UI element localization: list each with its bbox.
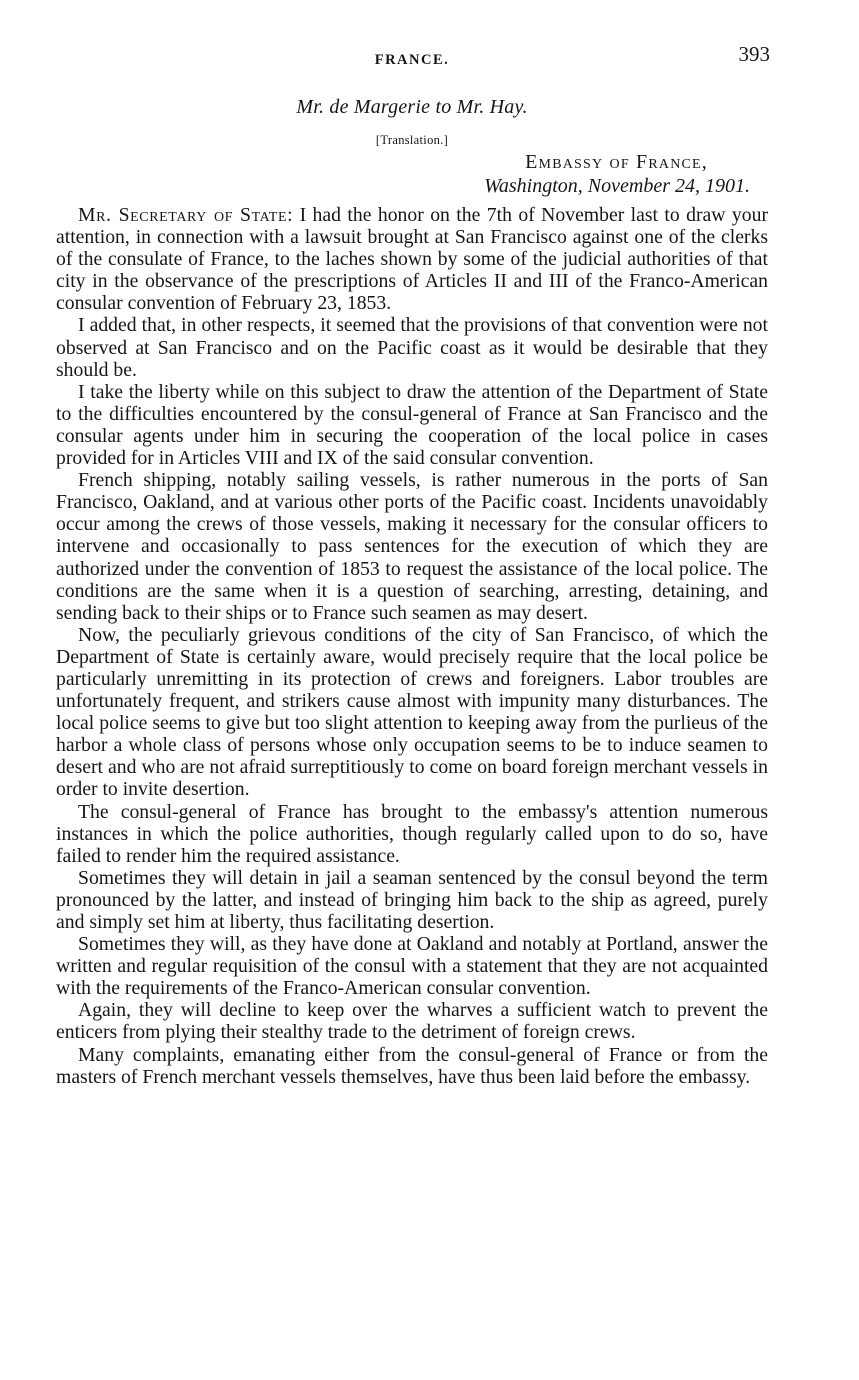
paragraph-5: Now, the peculiarly grievous conditions of the city of San Francisco, of which the Department of State is certainly aware, would precisely require that the local police be particularly unremitting in its protection of crews and foreigners. Labor troubles are unfortunately frequent, and strikers cause almost with impunity many disturbances. The local police seems to give but too slight attention to keeping away from the purlieus of the harbor a whole class of persons whose only occupation seems to be to induce seamen to desert and who are not afraid surreptitiously to come on board foreign merchant vessels in order to invite desertion. [56, 623, 768, 801]
paragraph-2: I added that, in other respects, it seemed that the provisions of that convention were not observed at San Francisco and on the Pacific coast as it would be desirable that they should be. [56, 314, 768, 381]
paragraph-6: The consul-general of France has brought to the embassy's attention numerous instances in which the police authorities, though regularly called upon to do so, have failed to render him the required assistance. [56, 800, 768, 867]
embassy-line: Embassy of France, [525, 151, 708, 173]
running-head-title: FRANCE. [374, 52, 450, 68]
salutation: Mr. Secretary of State: [78, 204, 294, 226]
place-date-line: Washington, November 24, 1901. [484, 175, 750, 197]
paragraph-8: Sometimes they will, as they have done at Oakland and notably at Portland, answer the written and regular requisition of the consul with a statement that they are not acquainted with the requirements of the Franco-American consular convention. [56, 933, 768, 1000]
paragraph-1 [56, 204, 768, 314]
document-page [56, 38, 768, 1088]
running-head [56, 38, 768, 72]
translation-note: [Translation.] [375, 133, 449, 147]
paragraph-1-text: I had the honor on the 7th of November last to draw your attention, in connection with a lawsuit brought at San Francisco against one of the clerks of the consulate of France, to the laches shown by some of the judicial authorities of that city in the observance of the prescriptions of Articles II and III of the Franco-American consular convention of February 23, 1853. [56, 204, 769, 315]
dateline [56, 150, 750, 198]
paragraph-10: Many complaints, emanating either from the consul-general of France or from the masters of French merchant vessels themselves, have thus been laid before the embassy. [56, 1043, 768, 1088]
paragraph-7: Sometimes they will detain in jail a seaman sentenced by the consul beyond the term pronounced by the latter, and instead of bringing him back to the ship as agreed, purely and simply set him at liberty, thus facilitating desertion. [56, 866, 768, 933]
paragraph-3: I take the liberty while on this subject to draw the attention of the Department of State to the difficulties encountered by the consul-general of France at San Francisco and the consular agents under him in securing the cooperation of the local police in cases provided for in Articles VIII and IX of the said consular convention. [56, 380, 768, 470]
page-number: 393 [738, 42, 770, 66]
paragraph-9: Again, they will decline to keep over the wharves a sufficient watch to prevent the enticers from plying their stealthy trade to the detriment of foreign crews. [56, 999, 768, 1044]
letter-title: Mr. de Margerie to Mr. Hay. [296, 96, 528, 118]
letter-body [56, 204, 768, 1088]
paragraph-4: French shipping, notably sailing vessels, is rather numerous in the ports of San Francisco, Oakland, and at various other ports of the Pacific coast. Incidents unavoidably occur among the crews of those vessels, making it necessary for the consular officers to intervene and occasionally to pass sentences for the execution of which they are authorized under the convention of 1853 to request the assistance of the local police. The conditions are the same when it is a question of searching, arresting, detaining, and sending back to their ships or to France such seamen as may desert. [56, 469, 768, 624]
